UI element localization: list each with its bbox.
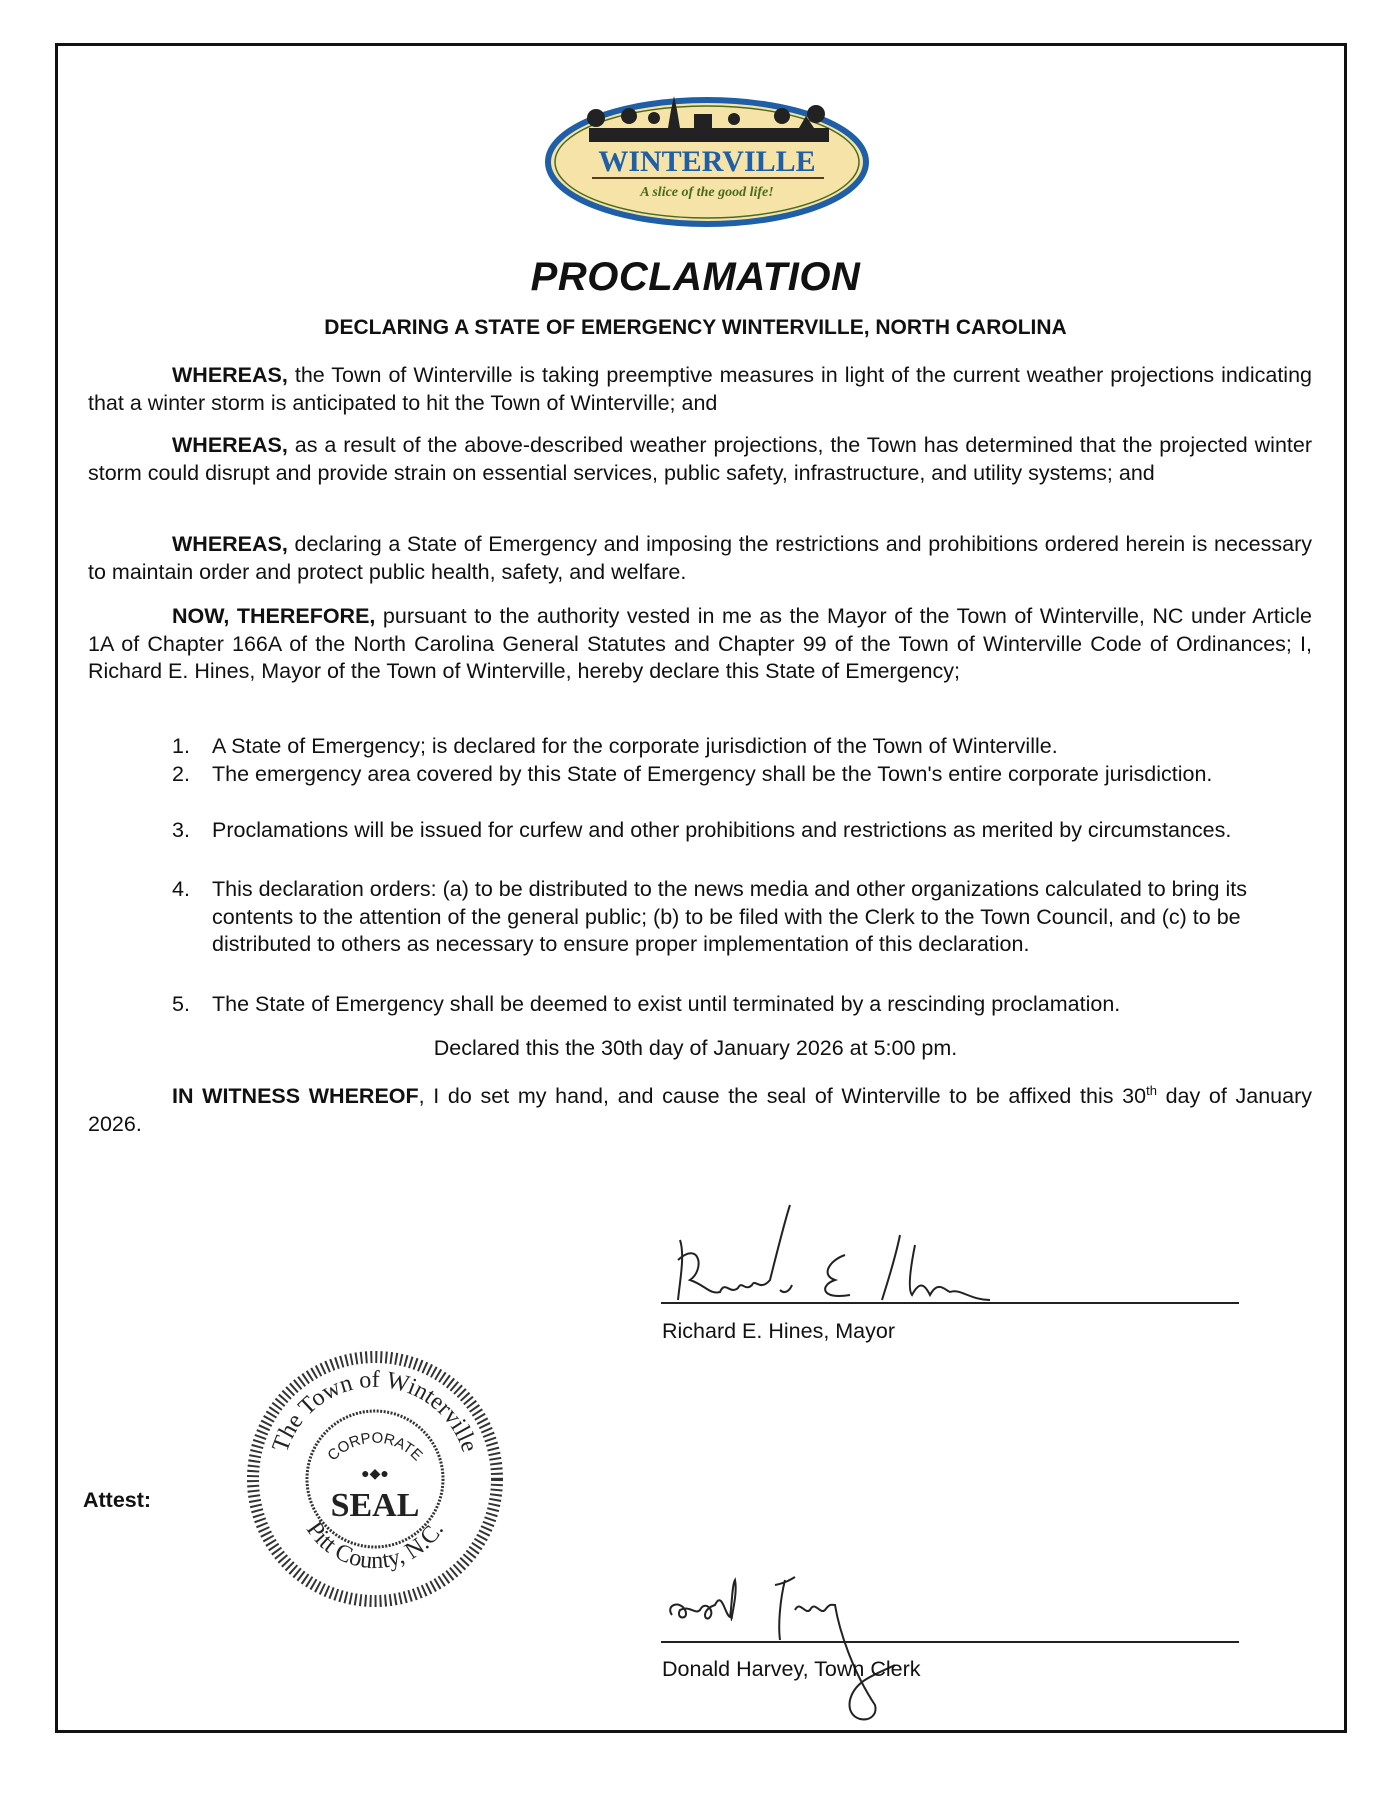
mayor-signature	[660, 1200, 1020, 1310]
para-text: pursuant to the authority vested in me as the Mayor of the Town of Winterville, NC under Article 1A of Chapter 166A of the North Carolina General Statutes and Chapter 99 of the Town of Winterville Code of Ordinances; I, Richard E. Hines, Mayor of the Town of Winterville, hereby declare this State of Emergency;	[88, 604, 1312, 684]
para-text: day of January 2026.	[88, 1084, 1312, 1136]
list-text: The emergency area covered by this State of Emergency shall be the Town's entire corporate jurisdiction.	[212, 762, 1213, 786]
witness-paragraph	[88, 1077, 1312, 1138]
page-subtitle: DECLARING A STATE OF EMERGENCY WINTERVILLE, NORTH CAROLINA	[324, 316, 1067, 339]
superscript: th	[1146, 1083, 1157, 1098]
list-number: 4.	[172, 877, 190, 901]
para-lead: WHEREAS,	[172, 363, 288, 387]
seal-outer-top: The Town of Winterville	[267, 1366, 483, 1456]
para-text: the Town of Winterville is taking preemptive measures in light of the current weather projections indicating that a winter storm is anticipated to hit the Town of Winterville; and	[88, 363, 1312, 415]
clerk-signature	[660, 1575, 1040, 1725]
seal-outer-bottom: Pitt County, N.C.	[300, 1517, 450, 1575]
clerk-name: Donald Harvey, Town Clerk	[662, 1657, 921, 1681]
list-number: 2.	[172, 762, 190, 786]
para-text: as a result of the above-described weather projections, the Town has determined that the projected winter storm could disrupt and provide strain on essential services, public safety, infrastructure, and utility systems; and	[88, 433, 1312, 485]
declared-line: Declared this the 30th day of January 2026 at 5:00 pm.	[433, 1036, 958, 1060]
winterville-logo	[544, 96, 870, 228]
para-lead: WHEREAS,	[172, 433, 288, 457]
svg-text:●◆●: ●◆●	[361, 1465, 389, 1481]
clerk-signature-line	[661, 1641, 1239, 1643]
svg-text:CORPORATE	[324, 1430, 425, 1465]
para-lead: IN WITNESS WHEREOF	[172, 1084, 419, 1109]
para-lead: WHEREAS,	[172, 532, 288, 556]
attest-label: Attest:	[83, 1488, 152, 1512]
para-lead: NOW, THEREFORE,	[172, 604, 376, 628]
whereas-paragraph-2	[88, 432, 1312, 487]
list-number: 5.	[172, 992, 190, 1016]
list-text: A State of Emergency; is declared for the corporate jurisdiction of the Town of Winterville.	[212, 734, 1058, 758]
list-text: Proclamations will be issued for curfew and other prohibitions and restrictions as merited by circumstances.	[212, 818, 1232, 842]
seal-center: SEAL	[330, 1487, 420, 1524]
now-therefore-paragraph	[88, 603, 1312, 686]
para-text: declaring a State of Emergency and imposing the restrictions and prohibitions ordered herein is necessary to maintain order and protect public health, safety, and welfare.	[88, 532, 1312, 584]
list-number: 3.	[172, 818, 190, 842]
corporate-seal	[244, 1348, 506, 1610]
list-text: The State of Emergency shall be deemed to exist until terminated by a rescinding proclamation.	[212, 992, 1121, 1016]
seal-inner-top: CORPORATE	[324, 1429, 426, 1465]
list-text: This declaration orders: (a) to be distributed to the news media and other organizations calculated to bring its contents to the attention of the general public; (b) to be filed with the Clerk to the Town Council, and (c) to be distributed to others as necessary to ensure proper implementation of this declaration.	[212, 877, 1247, 957]
mayor-signature-line	[661, 1302, 1239, 1304]
whereas-paragraph-1	[88, 362, 1312, 417]
mayor-name: Richard E. Hines, Mayor	[662, 1319, 895, 1343]
list-number: 1.	[172, 734, 190, 758]
para-text: , I do set my hand, and cause the seal of Winterville to be affixed this 30	[418, 1084, 1147, 1109]
logo-tagline: A slice of the good life!	[640, 185, 774, 200]
page-title: PROCLAMATION	[530, 255, 861, 299]
logo-wordmark: WINTERVILLE	[598, 145, 816, 178]
whereas-paragraph-3	[88, 531, 1312, 586]
